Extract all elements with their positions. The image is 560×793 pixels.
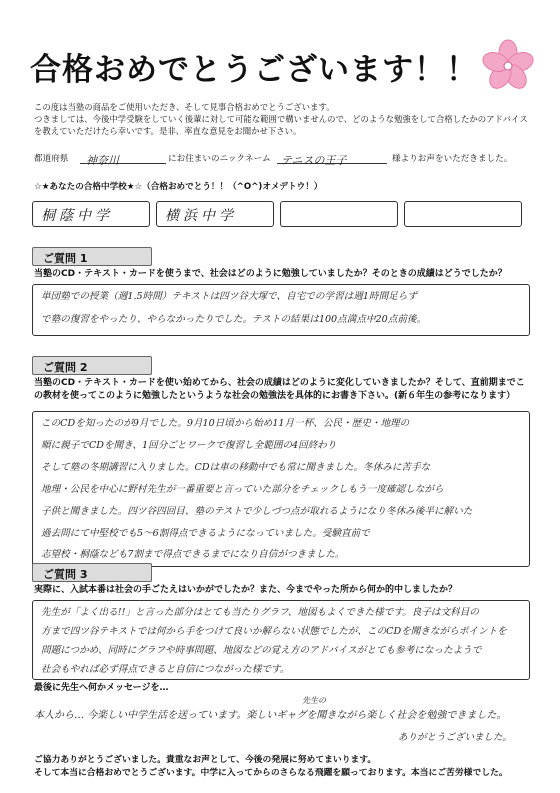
answer-1-box — [32, 284, 530, 336]
sakura-flower-icon — [480, 37, 536, 93]
footer-text — [34, 754, 508, 780]
answer-line: 志望校・桐蔭なども7割まで得点できるまでになり自信がつきました。 — [41, 549, 345, 560]
answer-line: 地理・公民を中心に野村先生が一番重要と言っていた部分をチェックしもう一度確認しながら — [41, 484, 444, 495]
prefecture-field — [80, 149, 166, 167]
question-2-text: 当塾のCD・テキスト・カードを使い始めてから、社会の成績はどのように変化していきましたか？そして、直前期までこの教材を使ってこのように勉強したというような社会の勉強法を具体的にお書き下さい。(新６年生の参考になります） — [34, 378, 525, 401]
question-3-text: 実際に、入試本番は社会の手ごたえはいかがでしたか？また、今までやった所から何か的中しましたか？ — [34, 585, 458, 595]
message-label: 最後に先生へ何かメッセージを… — [34, 683, 169, 693]
nickname-label: にお住まいのニックネーム — [168, 154, 271, 164]
form-suffix: 様よりお声をいただきました。 — [392, 154, 513, 164]
message-annotation: 先生の — [302, 696, 326, 705]
answer-line: そして塾の冬期講習に入りました。CDは車の移動中でも常に聞きました。冬休みに苦手な — [41, 462, 431, 473]
answer-line: 先生が「よく出る!!」と言った部分はとても当たりグラフ、地図もよくできた様です。良子は文科目の — [41, 607, 479, 618]
schools-label: ☆★あなたの合格中学校★☆（合格おめでとう！！（^O^)オメデトウ！） — [34, 182, 323, 192]
answer-line: 問題につかめ、同時にグラフや時事問題、地図などの覚え方のアドバイスがとても参考になったようで — [41, 645, 482, 656]
footer-line: ご協力ありがとうございました。貴重なお声として、今後の発展に努めてまいります。 — [34, 755, 377, 765]
page-title: 合格おめでとうございます！！ — [30, 52, 478, 88]
prefecture-label: 都道府県 — [34, 154, 69, 164]
school-box-2 — [156, 201, 274, 227]
message-thanks: ありがとうございました。 — [398, 732, 513, 743]
answer-line: 子供と聞きました。四ツ谷四回目、塾のテストで少しづつ点が取れるようになり冬休み後半に解いた — [41, 506, 473, 517]
question-2-heading: ご質問 2 — [32, 356, 152, 375]
message-text: 本人から… 今楽しい中学生活を送っています。楽しいギャグを聞きながら楽しく社会を勉強できました。 — [34, 710, 507, 721]
question-1-heading: ご質問 1 — [32, 247, 152, 266]
question-3-heading: ご質問 3 — [32, 563, 152, 582]
school-box-3 — [280, 201, 398, 227]
answer-line: このCDを知ったのが9月でした。9月10日頃から始め11月一杯、公民・歴史・地理の — [41, 418, 410, 429]
footer-line: そして本当に合格おめでとうございます。中学に入ってからのさらなる飛躍を願っております。本当にご苦労様でした。 — [34, 768, 508, 778]
intro-line: この度は当塾の商品をご使用いただき、そして見事合格おめでとうございます。 — [34, 102, 335, 112]
nickname-field — [277, 149, 387, 167]
prefecture-value: 神奈川 — [86, 154, 119, 167]
nickname-value: テニスの王子 — [281, 154, 347, 167]
school-box-1 — [32, 201, 150, 227]
question-1-text: 当塾のCD・テキスト・カードを使うまで、社会はどのように勉強していましたか？そのときの成績はどうでしたか？ — [34, 269, 507, 279]
answer-line: 方まで四ツ谷テキストでは何から手をつけて良いか解らない状態でしたが、このCDを聞きながらポイントを — [41, 626, 507, 637]
school-name: 桐蔭中学 — [41, 208, 113, 224]
school-name: 横浜中学 — [165, 208, 237, 224]
answer-line: 順に親子でCDを聞き、1回分ごとワークで復習し全範囲の4回終わり — [41, 440, 337, 451]
school-box-4 — [404, 201, 522, 227]
answer-line: 過去問にて中堅校でも5～6割得点できるようになっていました。受験直前で — [41, 528, 370, 539]
answer-line: 単団塾での授業（週1.5時間）テキストは四ツ谷大塚で、自宅での学習は週1時間足らず — [41, 291, 417, 302]
intro-line: つきましては、今後中学受験をしていく後輩に対して可能な範囲で構いませんので、どのような勉強をして合格したかのアドバイスを教えていただけたら幸いです。是非、率直な意見をお聞かせ下さい。 — [34, 114, 528, 136]
intro-text — [34, 101, 534, 137]
answer-line: で塾の復習をやったり、やらなかったりでした。テストの結果は100点満点中20点前後。 — [41, 314, 427, 325]
answer-line: 社会もやれば必ず得点できると自信につながった様です。 — [41, 664, 290, 675]
answer-2-box — [32, 411, 530, 567]
answer-3-box — [32, 600, 530, 680]
